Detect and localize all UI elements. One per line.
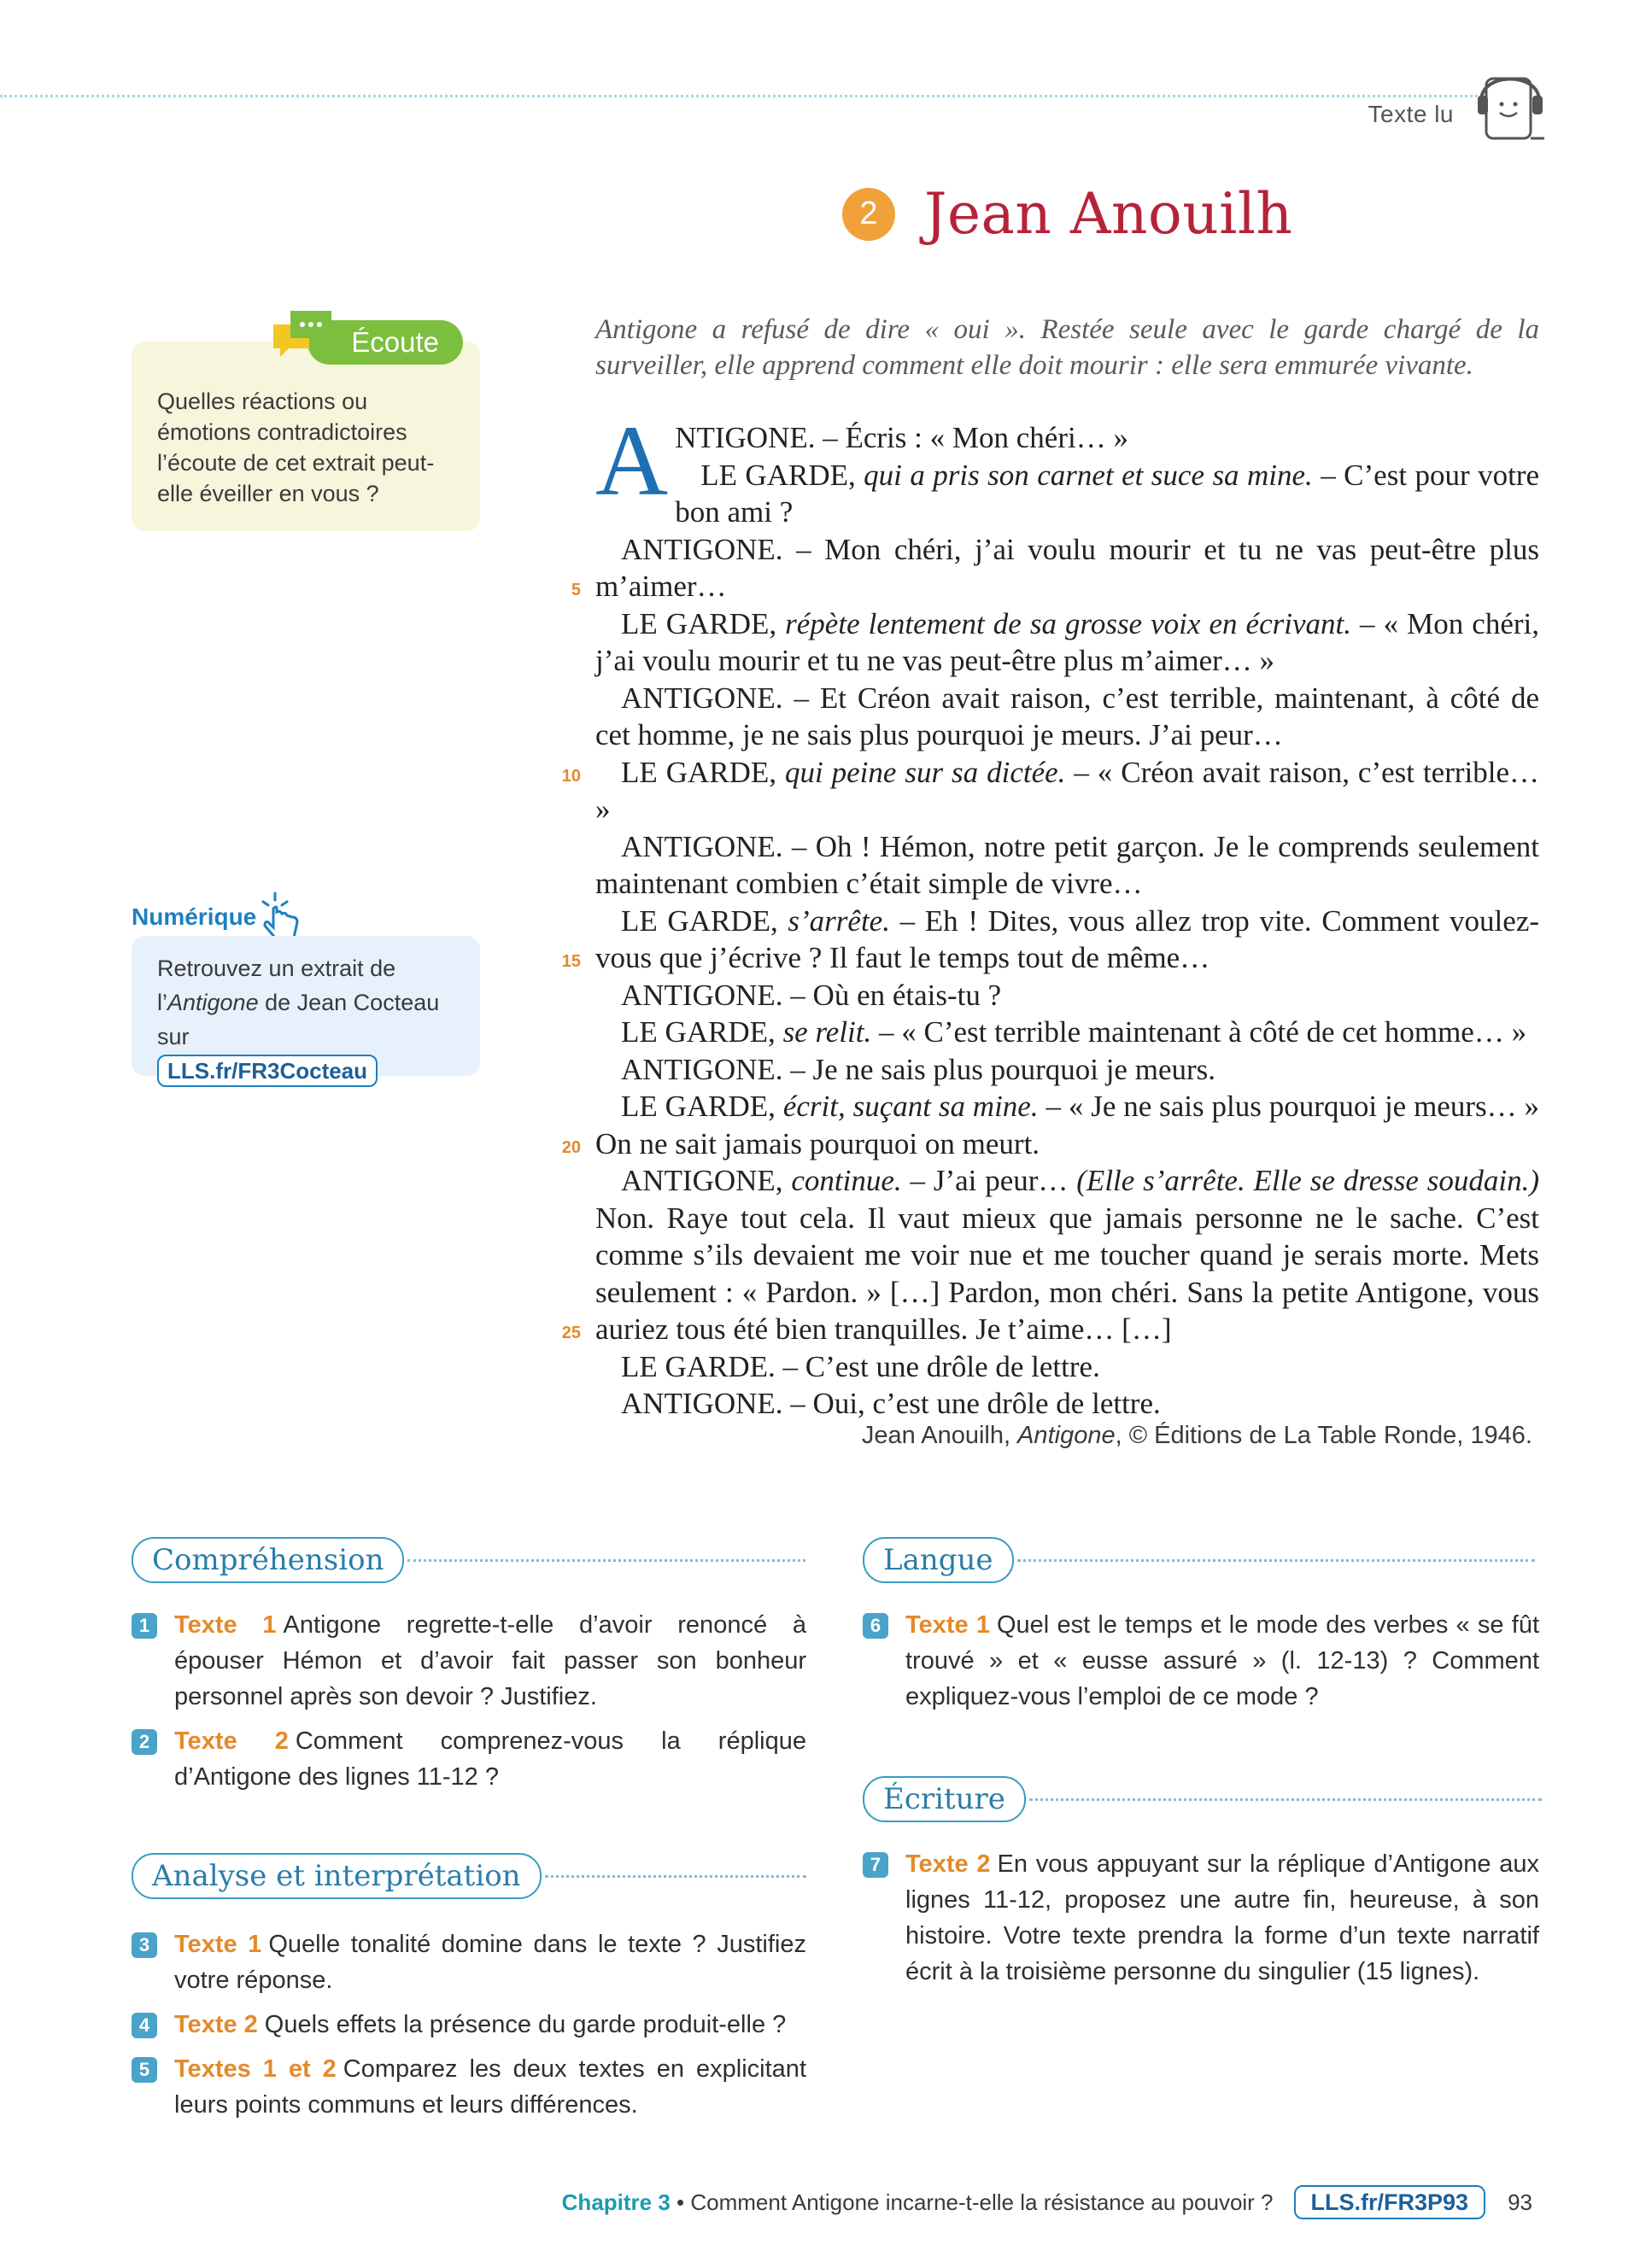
header-label: Texte lu bbox=[1368, 101, 1454, 127]
source-work: Antigone bbox=[1017, 1422, 1116, 1449]
replica-text: – « Mon chéri, j’ai voulu mourir et tu ne vas peut-être plus m’aimer… » bbox=[595, 606, 1539, 677]
question-1 bbox=[132, 1607, 806, 1715]
speaker: ANTIGONE, bbox=[621, 1164, 792, 1197]
numerique-text-start: Retrouvez un extrait de l’ bbox=[157, 956, 396, 1015]
section-langue bbox=[863, 1537, 1535, 1583]
stage-direction: qui a pris son carnet et suce sa mine. bbox=[864, 458, 1313, 492]
question-tag: Texte 1 bbox=[174, 1611, 277, 1639]
title-number-badge: 2 bbox=[842, 188, 895, 241]
section-ecriture bbox=[863, 1776, 1542, 1822]
question-body: Quels effets la présence du garde produit-elle ? bbox=[264, 2011, 787, 2038]
stage-direction: continue. bbox=[791, 1164, 902, 1197]
replica-3: ANTIGONE. – Mon chéri, j’ai voulu mourir et tu ne vas peut-être plus m’aimer… bbox=[595, 532, 1539, 603]
question-text bbox=[174, 1723, 806, 1795]
question-6 bbox=[863, 1607, 1539, 1715]
section-title: Analyse et interprétation bbox=[132, 1853, 542, 1899]
question-number: 7 bbox=[863, 1852, 888, 1878]
line-number-10: 10 bbox=[561, 767, 581, 786]
question-tag: Texte 2 bbox=[174, 2011, 258, 2038]
replica-text: – J’ai peur… bbox=[901, 1164, 1077, 1197]
question-5 bbox=[132, 2051, 806, 2123]
replica-15: ANTIGONE. – Oui, c’est une drôle de lettre. bbox=[621, 1387, 1161, 1420]
replica-14: LE GARDE. – C’est une drôle de lettre. bbox=[621, 1349, 1100, 1383]
stage-direction: se relit. bbox=[782, 1015, 872, 1049]
question-text bbox=[174, 2051, 806, 2123]
dropcap: A bbox=[595, 405, 669, 517]
replica-4 bbox=[595, 605, 1539, 680]
page-number: 93 bbox=[1508, 2189, 1532, 2215]
line-number-5: 5 bbox=[571, 581, 581, 599]
replica-11: ANTIGONE. – Je ne sais plus pourquoi je meurs. bbox=[621, 1052, 1216, 1086]
question-tag: Texte 1 bbox=[174, 1931, 262, 1958]
extract-text bbox=[595, 405, 1540, 1423]
stage-direction: qui peine sur sa dictée. bbox=[784, 755, 1066, 789]
speech-bubble-icon bbox=[272, 309, 335, 364]
source-citation bbox=[862, 1422, 1532, 1450]
question-7 bbox=[863, 1846, 1539, 1990]
speaker: LE GARDE, bbox=[621, 1090, 783, 1123]
source-publisher: , © Éditions de La Table Ronde, 1946. bbox=[1115, 1422, 1532, 1449]
headphone-icon bbox=[1476, 67, 1544, 143]
ecoute-question: Quelles réactions ou émotions contradictoires l’écoute de cet extrait peut-elle éveiller en vous ? bbox=[157, 389, 435, 506]
replica-2 bbox=[595, 457, 1539, 531]
speaker: LE GARDE, bbox=[621, 903, 788, 938]
question-2 bbox=[132, 1723, 806, 1795]
question-number: 5 bbox=[132, 2057, 157, 2083]
line-number-25: 25 bbox=[561, 1324, 581, 1342]
page-footer bbox=[562, 2185, 1532, 2219]
question-number: 3 bbox=[132, 1932, 157, 1958]
question-body: Quel est le temps et le mode des verbes « se fût trouvé » et « eusse assuré » (l. 12-13) ? Comment expliquez-vous l’emploi de ce mode ? bbox=[905, 1611, 1539, 1710]
question-number: 1 bbox=[132, 1613, 157, 1639]
section-divider bbox=[1017, 1559, 1535, 1562]
header-divider bbox=[0, 95, 1478, 97]
replica-12 bbox=[595, 1088, 1539, 1162]
numerique-text-end: de Jean Cocteau sur bbox=[157, 990, 440, 1049]
question-body: Antigone regrette-t-elle d’avoir renoncé à épouser Hémon et d’avoir fait passer son bonheur personnel après son devoir ? Justifiez. bbox=[174, 1611, 806, 1710]
question-tag: Textes 1 et 2 bbox=[174, 2055, 337, 2083]
numerique-text-title: Antigone bbox=[167, 990, 259, 1015]
line-1-text: NTIGONE. – Écris : « Mon chéri… » bbox=[675, 421, 1128, 454]
question-number: 4 bbox=[132, 2013, 157, 2038]
replica-8 bbox=[595, 903, 1539, 977]
question-text bbox=[174, 2007, 806, 2043]
stage-direction: écrit, suçant sa mine. bbox=[782, 1090, 1039, 1123]
replica-7: ANTIGONE. – Oh ! Hémon, notre petit garçon. Je le comprends seulement maintenant combien c’était simple de vivre… bbox=[595, 829, 1539, 900]
footer-question: Comment Antigone incarne-t-elle la résistance au pouvoir ? bbox=[690, 2189, 1274, 2215]
replica-text: – Eh ! Dites, vous allez trop vite. Comment voulez-vous que j’écrive ? Il faut le temps tout de même… bbox=[595, 903, 1540, 974]
cocteau-link[interactable]: LLS.fr/FR3Cocteau bbox=[157, 1055, 378, 1087]
stage-direction: (Elle s’arrête. Elle se dresse soudain.) bbox=[1076, 1164, 1539, 1197]
replica-9: ANTIGONE. – Où en étais-tu ? bbox=[621, 978, 1002, 1012]
numerique-label: Numérique bbox=[132, 903, 257, 930]
question-body: En vous appuyant sur la réplique d’Antigone aux lignes 11-12, proposez une autre fin, heureuse, à son histoire. Votre texte prendra la forme d’un texte narratif écrit à la troisième personne du singulier (15 lignes). bbox=[905, 1850, 1539, 1985]
stage-direction: répète lentement de sa grosse voix en écrivant. bbox=[785, 606, 1351, 640]
speaker: LE GARDE, bbox=[621, 606, 786, 640]
speaker: LE GARDE, bbox=[621, 1015, 783, 1049]
question-body: Comment comprenez-vous la réplique d’Antigone des lignes 11-12 ? bbox=[174, 1727, 806, 1791]
question-text bbox=[905, 1846, 1539, 1990]
question-number: 2 bbox=[132, 1729, 157, 1755]
replica-5: ANTIGONE. – Et Créon avait raison, c’est terrible, maintenant, à côté de cet homme, je ne sais plus pourquoi je meurs. J’ai peur… bbox=[595, 681, 1539, 751]
line-number-20: 20 bbox=[561, 1138, 581, 1157]
replica-text: – C’est pour votre bon ami ? bbox=[675, 458, 1540, 529]
question-tag: Texte 1 bbox=[905, 1611, 990, 1639]
extract-intro: Antigone a refusé de dire « oui ». Restée seule avec le garde chargé de la surveiller, elle apprend comment elle doit mourir : elle sera emmurée vivante. bbox=[595, 314, 1539, 381]
section-title: Compréhension bbox=[132, 1537, 404, 1583]
question-3 bbox=[132, 1926, 806, 1998]
question-tag: Texte 2 bbox=[905, 1850, 991, 1878]
section-title: Langue bbox=[863, 1537, 1014, 1583]
question-number: 6 bbox=[863, 1613, 888, 1639]
section-title: Écriture bbox=[863, 1776, 1026, 1822]
line-number-15: 15 bbox=[561, 952, 581, 971]
numerique-text bbox=[157, 951, 473, 1088]
speaker: LE GARDE, bbox=[621, 755, 785, 789]
section-comprehension bbox=[132, 1537, 805, 1583]
footer-separator: • bbox=[670, 2189, 691, 2215]
replica-text: – « Je ne sais plus pourquoi je meurs… » On ne sait jamais pourquoi on meurt. bbox=[595, 1090, 1539, 1160]
section-analyse bbox=[132, 1853, 806, 1899]
section-divider bbox=[545, 1875, 806, 1878]
ecoute-label: Écoute bbox=[308, 320, 463, 365]
question-body: Quelle tonalité domine dans le texte ? Justifiez votre réponse. bbox=[174, 1931, 806, 1994]
replica-text: – « Créon avait raison, c’est terrible… » bbox=[595, 755, 1539, 826]
question-4 bbox=[132, 2007, 806, 2043]
section-divider bbox=[1029, 1798, 1542, 1801]
page-title-block bbox=[842, 181, 1293, 247]
section-divider bbox=[407, 1559, 805, 1562]
replica-text: – « C’est terrible maintenant à côté de cet homme… » bbox=[871, 1015, 1527, 1049]
page-title: Jean Anouilh bbox=[924, 181, 1293, 247]
footer-link[interactable]: LLS.fr/FR3P93 bbox=[1294, 2185, 1486, 2219]
question-text bbox=[174, 1607, 806, 1715]
replica-text: Non. Raye tout cela. Il vaut mieux que jamais personne ne le sache. C’est comme s’ils devaient me voir nue et me toucher quand je serais morte. Mets seulement : « Pardon. » […] Pardon, mon chéri. Sans la petite Antigone, vous auriez tous été bien tranquilles. Je t’aime… […] bbox=[595, 1201, 1539, 1346]
footer-chapter: Chapitre 3 bbox=[561, 2189, 671, 2215]
speaker: LE GARDE, bbox=[700, 458, 864, 492]
replica-13 bbox=[595, 1162, 1539, 1348]
tap-hand-icon bbox=[256, 890, 316, 941]
question-body: Comparez les deux textes en explicitant leurs points communs et leurs différences. bbox=[174, 2055, 806, 2119]
question-tag: Texte 2 bbox=[174, 1727, 289, 1755]
question-text bbox=[174, 1926, 806, 1998]
question-text bbox=[905, 1607, 1539, 1715]
stage-direction: s’arrête. bbox=[788, 903, 890, 938]
replica-10 bbox=[595, 1014, 1539, 1051]
source-author: Jean Anouilh, bbox=[861, 1422, 1018, 1449]
replica-6 bbox=[595, 754, 1539, 828]
